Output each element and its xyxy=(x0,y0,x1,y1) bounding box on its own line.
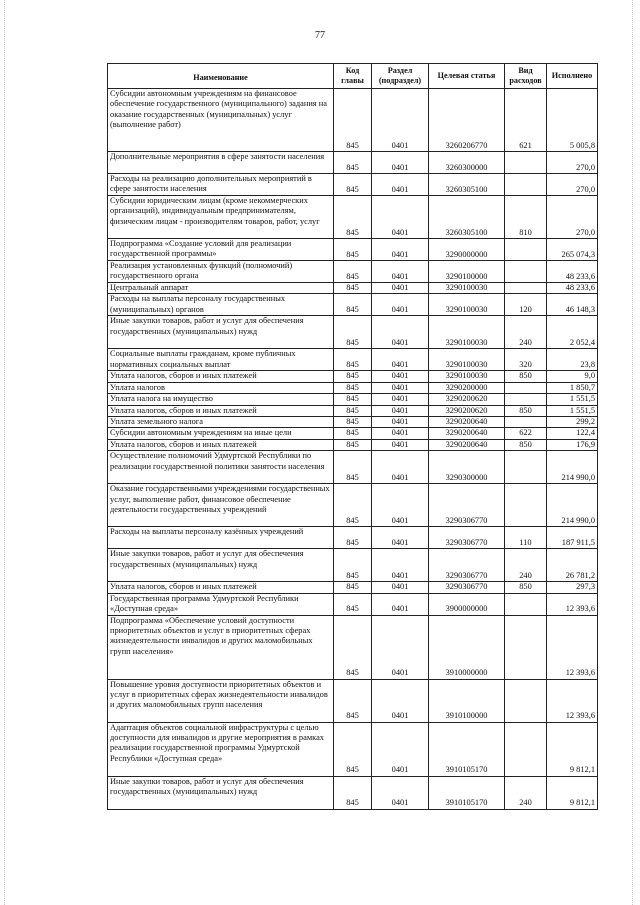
table-row xyxy=(108,196,598,239)
row-expense-type: 110 xyxy=(505,527,547,549)
row-target-item: 3910100000 xyxy=(429,679,505,722)
table-row xyxy=(108,371,598,382)
table-row xyxy=(108,428,598,439)
row-name: Центральный аппарат xyxy=(108,283,334,294)
header-section: Раздел (подраздел) xyxy=(372,64,429,89)
row-expense-type xyxy=(505,394,547,405)
row-section: 0401 xyxy=(372,152,429,174)
header-chapter-code: Код главы xyxy=(334,64,372,89)
row-executed-amount: 12 393,6 xyxy=(547,593,598,615)
row-target-item: 3910000000 xyxy=(429,615,505,679)
row-name: Уплата налогов, сборов и иных платежей xyxy=(108,439,334,450)
row-section: 0401 xyxy=(372,417,429,428)
row-expense-type xyxy=(505,239,547,261)
row-section: 0401 xyxy=(372,196,429,239)
row-executed-amount: 270,0 xyxy=(547,174,598,196)
row-target-item: 3290300000 xyxy=(429,451,505,484)
row-executed-amount: 1 850,7 xyxy=(547,382,598,393)
row-section: 0401 xyxy=(372,527,429,549)
row-executed-amount: 176,9 xyxy=(547,439,598,450)
row-expense-type: 850 xyxy=(505,405,547,416)
table-row xyxy=(108,549,598,582)
row-executed-amount: 5 005,8 xyxy=(547,89,598,152)
row-target-item: 3290100030 xyxy=(429,294,505,316)
table-row xyxy=(108,405,598,416)
row-name: Иные закупки товаров, работ и услуг для обеспечения государственных (муниципальных) нужд xyxy=(108,316,334,349)
row-name: Реализация установленных функций (полномочий) государственного органа xyxy=(108,261,334,283)
row-name: Расходы на выплаты персоналу государственных (муниципальных) органов xyxy=(108,294,334,316)
row-chapter-code: 845 xyxy=(334,382,372,393)
row-chapter-code: 845 xyxy=(334,484,372,527)
row-target-item: 3290100030 xyxy=(429,316,505,349)
row-executed-amount: 187 911,5 xyxy=(547,527,598,549)
table-row xyxy=(108,679,598,722)
row-chapter-code: 845 xyxy=(334,394,372,405)
row-expense-type xyxy=(505,615,547,679)
row-chapter-code: 845 xyxy=(334,371,372,382)
row-chapter-code: 845 xyxy=(334,261,372,283)
row-name: Расходы на реализацию дополнительных мероприятий в сфере занятости населения xyxy=(108,174,334,196)
row-executed-amount: 46 148,3 xyxy=(547,294,598,316)
table-row xyxy=(108,722,598,776)
row-chapter-code: 845 xyxy=(334,152,372,174)
row-section: 0401 xyxy=(372,261,429,283)
row-target-item: 3900000000 xyxy=(429,593,505,615)
table-row xyxy=(108,776,598,809)
row-section: 0401 xyxy=(372,451,429,484)
row-target-item: 3290306770 xyxy=(429,582,505,593)
table-row xyxy=(108,382,598,393)
row-section: 0401 xyxy=(372,316,429,349)
table-row xyxy=(108,527,598,549)
row-name: Дополнительные мероприятия в сфере занятости населения xyxy=(108,152,334,174)
row-target-item: 3910105170 xyxy=(429,722,505,776)
row-section: 0401 xyxy=(372,349,429,371)
row-name: Субсидии юридическим лицам (кроме некоммерческих организаций), индивидуальным предпринимателям, физическим лицам - производителям товаров, работ, услуг xyxy=(108,196,334,239)
table-row xyxy=(108,283,598,294)
header-target-item: Целевая статья xyxy=(429,64,505,89)
row-target-item: 3290200640 xyxy=(429,439,505,450)
row-chapter-code: 845 xyxy=(334,405,372,416)
row-name: Социальные выплаты гражданам, кроме публичных нормативных социальных выплат xyxy=(108,349,334,371)
row-target-item: 3290200620 xyxy=(429,394,505,405)
row-section: 0401 xyxy=(372,484,429,527)
row-chapter-code: 845 xyxy=(334,582,372,593)
row-name: Оказание государственными учреждениями государственных услуг, выполнение работ, финансовое обеспечение деятельности государственных учреждений xyxy=(108,484,334,527)
row-chapter-code: 845 xyxy=(334,196,372,239)
row-section: 0401 xyxy=(372,722,429,776)
row-executed-amount: 297,3 xyxy=(547,582,598,593)
row-expense-type: 120 xyxy=(505,294,547,316)
row-section: 0401 xyxy=(372,382,429,393)
row-target-item: 3290200620 xyxy=(429,405,505,416)
page-number: 77 xyxy=(315,30,325,41)
table-row xyxy=(108,417,598,428)
row-section: 0401 xyxy=(372,405,429,416)
row-chapter-code: 845 xyxy=(334,527,372,549)
header-expense-type: Вид расходов xyxy=(505,64,547,89)
row-chapter-code: 845 xyxy=(334,349,372,371)
row-name: Подпрограмма «Обеспечение условий доступности приоритетных объектов и услуг в приоритетных сферах жизнедеятельности инвалидов и других маломобильных групп населения» xyxy=(108,615,334,679)
row-chapter-code: 845 xyxy=(334,679,372,722)
table-row xyxy=(108,451,598,484)
row-chapter-code: 845 xyxy=(334,294,372,316)
row-expense-type: 240 xyxy=(505,316,547,349)
table-row xyxy=(108,316,598,349)
table-row xyxy=(108,582,598,593)
row-target-item: 3290100030 xyxy=(429,371,505,382)
table-row xyxy=(108,593,598,615)
row-executed-amount: 265 074,3 xyxy=(547,239,598,261)
row-expense-type: 810 xyxy=(505,196,547,239)
row-target-item: 3260206770 xyxy=(429,89,505,152)
row-name: Уплата налога на имущество xyxy=(108,394,334,405)
row-expense-type xyxy=(505,722,547,776)
row-name: Субсидии автономным учреждениям на иные цели xyxy=(108,428,334,439)
row-executed-amount: 9 812,1 xyxy=(547,776,598,809)
row-section: 0401 xyxy=(372,394,429,405)
row-target-item: 3290100030 xyxy=(429,283,505,294)
row-executed-amount: 23,8 xyxy=(547,349,598,371)
row-chapter-code: 845 xyxy=(334,89,372,152)
row-name: Государственная программа Удмуртской Республики «Доступная среда» xyxy=(108,593,334,615)
row-section: 0401 xyxy=(372,283,429,294)
row-expense-type xyxy=(505,417,547,428)
row-name: Субсидии автономным учреждениям на финансовое обеспечение государственного (муниципального) задания на оказание государственных (муниципальных) услуг (выполнение работ) xyxy=(108,89,334,152)
row-name: Уплата налогов xyxy=(108,382,334,393)
row-name: Иные закупки товаров, работ и услуг для обеспечения государственных (муниципальных) нужд xyxy=(108,776,334,809)
scan-edge-right xyxy=(632,0,635,905)
row-expense-type: 850 xyxy=(505,582,547,593)
row-name: Уплата земельного налога xyxy=(108,417,334,428)
row-section: 0401 xyxy=(372,549,429,582)
row-target-item: 3290306770 xyxy=(429,484,505,527)
row-section: 0401 xyxy=(372,615,429,679)
row-executed-amount: 48 233,6 xyxy=(547,261,598,283)
row-target-item: 3290200000 xyxy=(429,382,505,393)
row-target-item: 3290100000 xyxy=(429,261,505,283)
row-chapter-code: 845 xyxy=(334,316,372,349)
row-target-item: 3290000000 xyxy=(429,239,505,261)
row-target-item: 3260305100 xyxy=(429,196,505,239)
table-row xyxy=(108,439,598,450)
table-row xyxy=(108,239,598,261)
row-executed-amount: 9,0 xyxy=(547,371,598,382)
table-row xyxy=(108,294,598,316)
row-expense-type: 621 xyxy=(505,89,547,152)
row-executed-amount: 214 990,0 xyxy=(547,451,598,484)
row-chapter-code: 845 xyxy=(334,549,372,582)
row-target-item: 3290306770 xyxy=(429,527,505,549)
row-expense-type xyxy=(505,382,547,393)
row-name: Подпрограмма «Создание условий для реализации государственной программы» xyxy=(108,239,334,261)
row-executed-amount: 270,0 xyxy=(547,152,598,174)
row-expense-type: 850 xyxy=(505,439,547,450)
row-section: 0401 xyxy=(372,439,429,450)
row-name: Уплата налогов, сборов и иных платежей xyxy=(108,371,334,382)
row-name: Повышение уровня доступности приоритетных объектов и услуг в приоритетных сферах жизнедеятельности инвалидов и других маломобильных групп населения xyxy=(108,679,334,722)
row-target-item: 3290200640 xyxy=(429,428,505,439)
row-target-item: 3290200640 xyxy=(429,417,505,428)
row-chapter-code: 845 xyxy=(334,283,372,294)
header-executed: Исполнено xyxy=(547,64,598,89)
row-executed-amount: 9 812,1 xyxy=(547,722,598,776)
row-chapter-code: 845 xyxy=(334,593,372,615)
row-executed-amount: 2 052,4 xyxy=(547,316,598,349)
table-body xyxy=(108,89,598,810)
row-section: 0401 xyxy=(372,428,429,439)
table-row xyxy=(108,89,598,152)
row-expense-type: 240 xyxy=(505,549,547,582)
row-executed-amount: 270,0 xyxy=(547,196,598,239)
row-section: 0401 xyxy=(372,679,429,722)
row-chapter-code: 845 xyxy=(334,428,372,439)
row-executed-amount: 1 551,5 xyxy=(547,405,598,416)
row-section: 0401 xyxy=(372,593,429,615)
table-row xyxy=(108,261,598,283)
row-expense-type xyxy=(505,484,547,527)
row-expense-type: 320 xyxy=(505,349,547,371)
row-chapter-code: 845 xyxy=(334,776,372,809)
table-row xyxy=(108,174,598,196)
table-row xyxy=(108,152,598,174)
row-expense-type xyxy=(505,593,547,615)
header-name: Наименование xyxy=(108,64,334,89)
row-expense-type: 622 xyxy=(505,428,547,439)
budget-table xyxy=(107,63,598,810)
row-expense-type: 240 xyxy=(505,776,547,809)
row-section: 0401 xyxy=(372,89,429,152)
row-chapter-code: 845 xyxy=(334,615,372,679)
row-section: 0401 xyxy=(372,582,429,593)
row-target-item: 3260300000 xyxy=(429,152,505,174)
row-target-item: 3290306770 xyxy=(429,549,505,582)
row-expense-type xyxy=(505,261,547,283)
row-chapter-code: 845 xyxy=(334,451,372,484)
row-expense-type xyxy=(505,679,547,722)
row-executed-amount: 299,2 xyxy=(547,417,598,428)
row-name: Уплата налогов, сборов и иных платежей xyxy=(108,405,334,416)
row-name: Иные закупки товаров, работ и услуг для обеспечения государственных (муниципальных) нужд xyxy=(108,549,334,582)
row-section: 0401 xyxy=(372,371,429,382)
table-header-row xyxy=(108,64,598,89)
table-row xyxy=(108,615,598,679)
row-expense-type xyxy=(505,283,547,294)
row-executed-amount: 122,4 xyxy=(547,428,598,439)
row-section: 0401 xyxy=(372,776,429,809)
row-chapter-code: 845 xyxy=(334,239,372,261)
row-chapter-code: 845 xyxy=(334,439,372,450)
row-expense-type: 850 xyxy=(505,371,547,382)
row-chapter-code: 845 xyxy=(334,417,372,428)
row-executed-amount: 12 393,6 xyxy=(547,679,598,722)
row-executed-amount: 48 233,6 xyxy=(547,283,598,294)
row-target-item: 3910105170 xyxy=(429,776,505,809)
row-section: 0401 xyxy=(372,239,429,261)
row-chapter-code: 845 xyxy=(334,174,372,196)
row-executed-amount: 1 551,5 xyxy=(547,394,598,405)
row-name: Расходы на выплаты персоналу казённых учреждений xyxy=(108,527,334,549)
row-section: 0401 xyxy=(372,174,429,196)
row-target-item: 3290100030 xyxy=(429,349,505,371)
row-expense-type xyxy=(505,174,547,196)
table-row xyxy=(108,484,598,527)
row-executed-amount: 12 393,6 xyxy=(547,615,598,679)
row-executed-amount: 214 990,0 xyxy=(547,484,598,527)
row-name: Осуществление полномочий Удмуртской Республики по реализации государственной политики занятости населения xyxy=(108,451,334,484)
row-name: Уплата налогов, сборов и иных платежей xyxy=(108,582,334,593)
row-chapter-code: 845 xyxy=(334,722,372,776)
row-expense-type xyxy=(505,451,547,484)
row-name: Адаптация объектов социальной инфраструктуры с целью доступности для инвалидов и другие мероприятия в рамках реализации государственной программы Удмуртской Республики «Доступная среда» xyxy=(108,722,334,776)
row-expense-type xyxy=(505,152,547,174)
row-executed-amount: 26 781,2 xyxy=(547,549,598,582)
scan-edge-left xyxy=(4,0,7,905)
row-target-item: 3260305100 xyxy=(429,174,505,196)
table-row xyxy=(108,394,598,405)
row-section: 0401 xyxy=(372,294,429,316)
table-row xyxy=(108,349,598,371)
